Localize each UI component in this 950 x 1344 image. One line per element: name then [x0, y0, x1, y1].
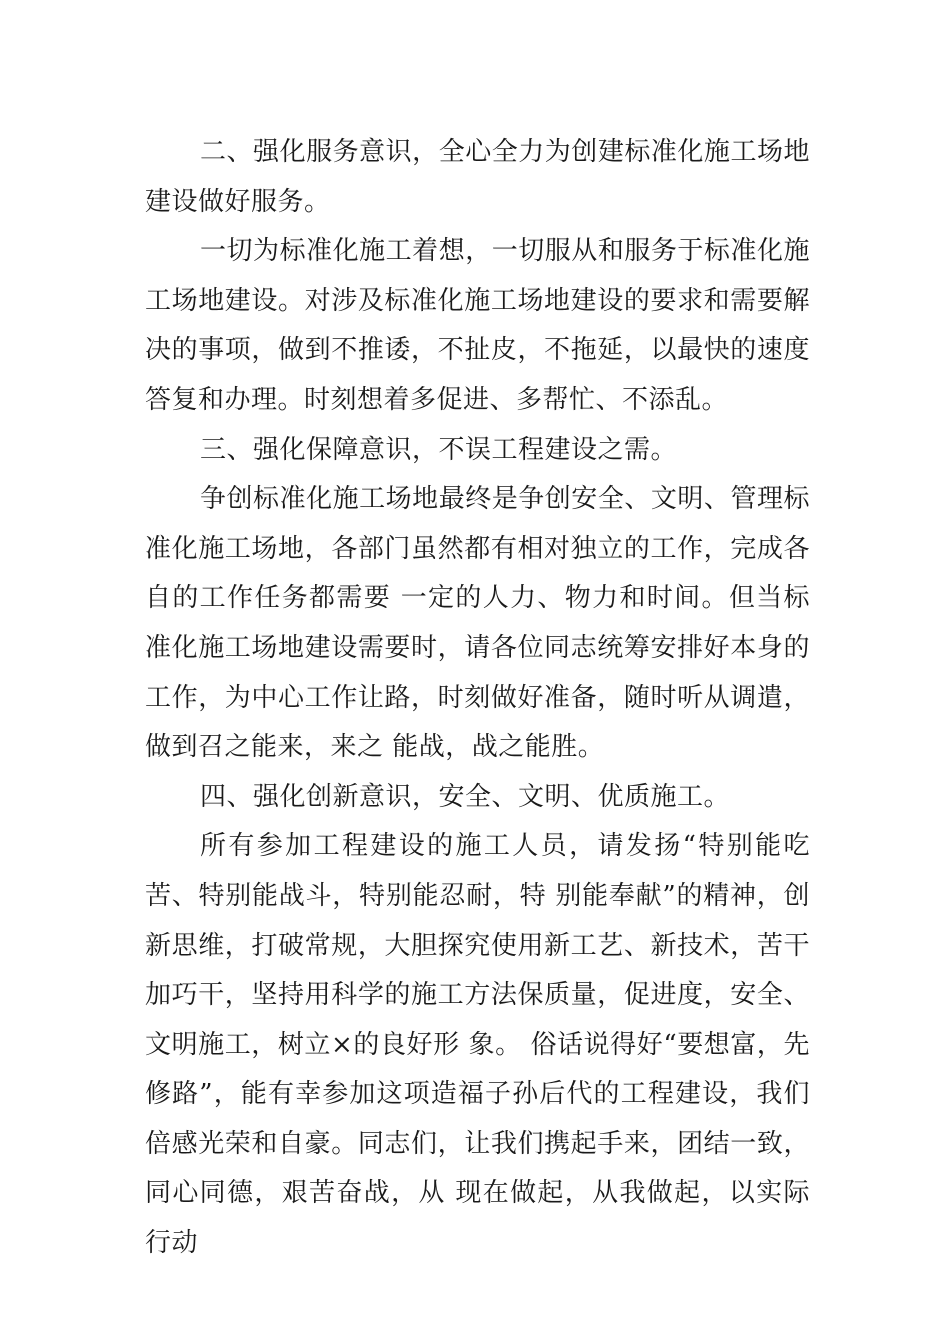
document-body	[145, 128, 810, 1269]
body-paragraph: 一切为标准化施工着想，一切服从和服务于标准化施工场地建设。对涉及标准化施工场地建设的要求和需要解决的事项，做到不推诿，不扯皮，不拖延，以最快的速度答复和办理。时刻想着多促进、多帮忙、不添乱。	[145, 236, 810, 415]
body-paragraph: 争创标准化施工场地最终是争创安全、文明、管理标准化施工场地，各部门虽然都有相对独立的工作，完成各自的工作任务都需要 一定的人力、物力和时间。但当标准化施工场地建设需要时，请各位同志统筹安排好本身的工作，为中心工作让路，时刻做好准备，随时听从调遣，做到召之能来，来之 能战，战之能胜。	[145, 484, 810, 763]
section-heading-2: 二、强化服务意识，全心全力为创建标准化施工场地建设做好服务。	[145, 137, 810, 217]
section-heading-4: 四、强化创新意识，安全、文明、优质施工。	[200, 781, 731, 812]
body-paragraph: 所有参加工程建设的施工人员，请发扬“特别能吃苦、特别能战斗，特别能忍耐，特 别能奉献”的精神，创新思维，打破常规，大胆探究使用新工艺、新技术，苦干加巧干，坚持用科学的施工方法保质量，促进度，安全、文明施工，树立×的良好形 象。 俗话说得好“要想富，先修路”，能有幸参加这项造福子孙后代的工程建设，我们倍感光荣和自豪。同志们，让我们携起手来，团结一致，同心同德，艰苦奋战，从 现在做起，从我做起，以实际行动	[145, 831, 810, 1259]
section-heading-3: 三、强化保障意识，不误工程建设之需。	[200, 434, 678, 465]
